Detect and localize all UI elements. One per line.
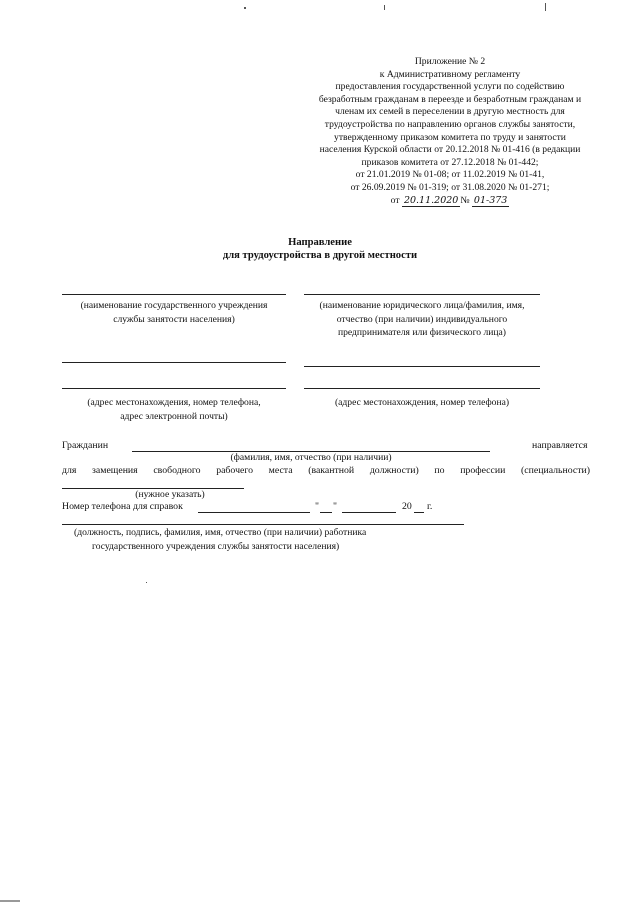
- employer-address-line-2: [304, 388, 540, 389]
- handwritten-number: 01-373: [473, 194, 508, 206]
- employer-name-line: [304, 294, 540, 295]
- handwritten-date: 20.11.2020: [403, 194, 459, 206]
- year-line: [414, 512, 424, 513]
- scan-speck: [384, 5, 385, 10]
- position-caption: (нужное указать): [135, 489, 205, 500]
- institution-name-line: [62, 294, 286, 295]
- appendix-line: членам их семей в переселении в другую местность для: [335, 106, 565, 118]
- year-suffix: г.: [427, 501, 433, 512]
- scan-speck: [146, 582, 147, 583]
- employer-address-caption: [296, 396, 548, 410]
- purpose-word: рабочего: [216, 465, 254, 476]
- purpose-word: профессии: [460, 465, 506, 476]
- caption-line: (адрес местонахождения, номер телефона,: [87, 397, 261, 408]
- purpose-word: для: [62, 465, 77, 476]
- institution-address-line-1: [62, 362, 286, 363]
- appendix-line: Приложение № 2: [414, 56, 486, 67]
- purpose-word: места: [268, 465, 293, 476]
- purpose-word: должности): [369, 465, 419, 476]
- citizen-name-caption: (фамилия, имя, отчество (при наличии): [230, 452, 392, 463]
- appendix-line: от 26.09.2019 № 01-319; от 31.08.2020 № 01-271;: [350, 181, 550, 193]
- caption-line: службы занятости населения): [113, 313, 235, 325]
- appendix-line: к Административному регламенту: [379, 68, 521, 80]
- appendix-last-line: [300, 195, 600, 208]
- caption-line: (наименование государственного учреждения: [80, 300, 268, 311]
- scan-speck: [545, 3, 546, 11]
- caption-line: предпринимателя или физического лица): [337, 327, 507, 338]
- appendix-line: приказов комитета от 27.12.2018 № 01-442;: [361, 156, 539, 168]
- appendix-line: предоставления государственной услуги по содействию: [335, 81, 565, 93]
- purpose-word: по: [434, 465, 445, 476]
- purpose-word: замещения: [92, 465, 138, 476]
- day-line: [320, 512, 332, 513]
- signature-caption: [74, 526, 366, 553]
- phone-number-line: [198, 512, 310, 513]
- employer-address-line-1: [304, 366, 540, 367]
- appendix-header: [300, 56, 600, 207]
- institution-name-caption: [52, 299, 296, 326]
- caption-line: (адрес местонахождения, номер телефона): [334, 397, 510, 408]
- purpose-row: [62, 465, 590, 476]
- quote-close: ": [333, 501, 337, 512]
- purpose-word: (специальности): [521, 465, 590, 476]
- number-sign: №: [460, 194, 470, 206]
- caption-line: (наименование юридического лица/фамилия, имя,: [319, 300, 525, 311]
- scan-speck: [244, 7, 246, 9]
- caption-line: отчество (при наличии) индивидуального: [336, 313, 508, 325]
- purpose-word: (вакантной: [308, 465, 355, 476]
- caption-line: адрес электронной почты): [120, 410, 228, 422]
- document-title: Направление: [288, 237, 352, 248]
- appendix-line: безработным гражданам в переезде и безработным гражданам и: [318, 93, 582, 105]
- employer-name-caption: [296, 299, 548, 340]
- scan-edge-mark: [0, 900, 20, 902]
- document-subtitle: для трудоустройства в другой местности: [222, 250, 418, 261]
- institution-address-line-2: [62, 388, 286, 389]
- directed-label: направляется: [532, 440, 588, 451]
- citizen-label: Гражданин: [62, 440, 109, 451]
- appendix-line: от 21.01.2019 № 01-08; от 11.02.2019 № 01-41,: [355, 169, 545, 181]
- appendix-line: населения Курской области от 20.12.2018 № 01-416 (в редакции: [319, 144, 581, 156]
- appendix-line: трудоустройства по направлению органов службы занятости,: [324, 118, 576, 130]
- purpose-word: свободного: [153, 465, 201, 476]
- institution-address-caption: [52, 396, 296, 423]
- quote-open: ": [315, 501, 319, 512]
- appendix-line: утвержденному приказом комитета по труду и занятости: [334, 131, 566, 143]
- caption-line: (должность, подпись, фамилия, имя, отчество (при наличии) работника: [74, 527, 367, 538]
- caption-line: государственного учреждения службы занятости населения): [92, 540, 340, 552]
- appendix-last-prefix: от: [390, 194, 400, 206]
- month-line: [342, 512, 396, 513]
- year-prefix: 20: [402, 501, 412, 512]
- phone-label: Номер телефона для справок: [62, 501, 183, 512]
- signature-line: [62, 524, 464, 525]
